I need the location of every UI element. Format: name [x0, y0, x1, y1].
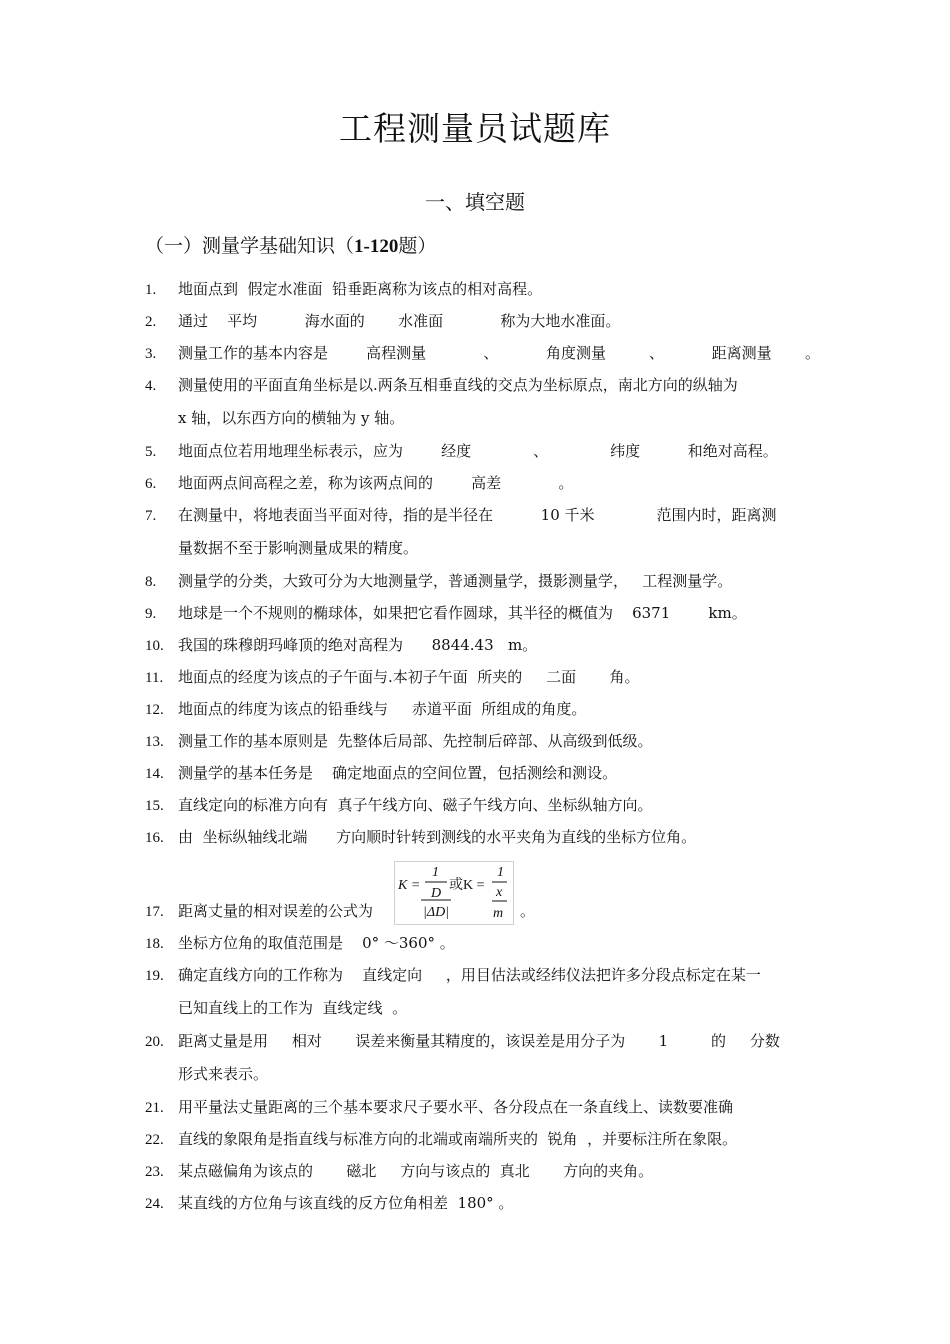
question-number: 6. — [145, 476, 157, 492]
question-number: 10. — [145, 638, 164, 654]
question-number: 20. — [145, 1034, 164, 1050]
question-item — [145, 1025, 815, 1090]
question-text: 某点磁偏角为该点的 磁北 方向与该点的 真北 方向的夹角。 — [178, 1162, 654, 1180]
formula-denominator-1b: |ΔD| — [423, 905, 450, 920]
question-text: 距离丈量是用 相对 误差来衡量其精度的，该误差是用分子为 1 的 分数 — [178, 1032, 780, 1050]
question-item — [145, 725, 815, 758]
question-text: 直线的象限角是指直线与标准方向的北端或南端所夹的 锐角 ，并要标注所在象限。 — [178, 1130, 738, 1148]
formula-denominator-1: D — [431, 886, 442, 901]
question-number: 14. — [145, 766, 164, 782]
formula-k-left: K = — [398, 878, 421, 893]
question-text: 测量工作的基本内容是 高程测量 、 角度测量 、 距离测量 。 — [178, 344, 821, 362]
question-number: 11. — [145, 670, 164, 686]
formula-numerator-2: 1 — [497, 865, 504, 880]
formula-graphic — [395, 862, 513, 924]
question-number: 23. — [145, 1164, 164, 1180]
question-text: 地面点的经度为该点的子午面与.本初子午面 所夹的 二面 角。 — [178, 668, 640, 686]
question-text: 测量学的基本任务是 确定地面点的空间位置，包括测绘和测设。 — [178, 764, 618, 782]
question-number: 22. — [145, 1132, 164, 1148]
document-title: 工程测量员试题库 — [339, 109, 611, 148]
subsection-heading — [145, 231, 436, 258]
question-text: 地球是一个不规则的椭球体，如果把它看作圆球，其半径的概值为 6371 km。 — [178, 604, 747, 622]
question-item — [145, 757, 815, 790]
question-item — [145, 467, 815, 500]
question-item — [145, 927, 815, 960]
question-item — [145, 1187, 815, 1220]
question-item — [145, 1155, 815, 1188]
question-item — [145, 565, 815, 598]
question-text-continued: 形式来表示。 — [178, 1065, 269, 1083]
question-item — [145, 789, 815, 822]
question-number: 21. — [145, 1100, 164, 1116]
subsection-suffix: 题） — [398, 235, 437, 257]
question-item — [145, 273, 815, 306]
question-text: 在测量中，将地表面当平面对待，指的是半径在 10 千米 范围内时，距离测 — [178, 506, 777, 524]
question-item — [145, 597, 815, 630]
question-item — [145, 959, 815, 1024]
question-number: 2. — [145, 314, 157, 330]
question-text: 我国的珠穆朗玛峰顶的绝对高程为 8844.43 m。 — [178, 636, 538, 654]
subsection-range: 1-120 — [354, 236, 399, 257]
question-text: 地面点到 假定水准面 铅垂距离称为该点的相对高程。 — [178, 280, 543, 298]
question-text: 地面点位若用地理坐标表示，应为 经度 、 纬度 和绝对高程。 — [178, 442, 778, 460]
question-item — [145, 821, 815, 854]
question-number: 8. — [145, 574, 157, 590]
formula-or: 或K = — [449, 878, 485, 893]
formula-denominator-2b: m — [493, 906, 504, 921]
relative-error-formula — [394, 861, 514, 925]
question-text: 地面点的纬度为该点的铅垂线与 赤道平面 所组成的角度。 — [178, 700, 587, 718]
question-text: 距离丈量的相对误差的公式为 — [178, 902, 374, 920]
question-number: 17. — [145, 904, 164, 920]
question-text: 测量使用的平面直角坐标是以.两条互相垂直线的交点为坐标原点，南北方向的纵轴为 — [178, 376, 738, 394]
question-number: 13. — [145, 734, 164, 750]
question-item — [145, 369, 815, 434]
question-text: 通过 平均 海水面的 水准面 称为大地水准面。 — [178, 312, 621, 330]
question-number: 5. — [145, 444, 157, 460]
question-text: 坐标方位角的取值范围是 0° ～360° 。 — [178, 934, 455, 952]
question-number: 16. — [145, 830, 164, 846]
question-text-continued: 已知直线上的工作为 直线定线 。 — [178, 999, 408, 1017]
question-text: 直线定向的标准方向有 真子午线方向、磁子午线方向、坐标纵轴方向。 — [178, 796, 653, 814]
question-number: 3. — [145, 346, 157, 362]
question-text: 由 坐标纵轴线北端 方向顺时针转到测线的水平夹角为直线的坐标方位角。 — [178, 828, 697, 846]
question-item — [145, 305, 815, 338]
question-number: 1. — [145, 282, 157, 298]
question-text: 确定直线方向的工作称为 直线定向 ，用目估法或经纬仪法把许多分段点标定在某一 — [178, 966, 761, 984]
formula-numerator-1: 1 — [432, 865, 439, 880]
question-number: 12. — [145, 702, 164, 718]
question-number: 18. — [145, 936, 164, 952]
question-item — [145, 1091, 815, 1124]
question-text-continued: x 轴，以东西方向的横轴为 y 轴。 — [178, 409, 405, 427]
question-item — [145, 661, 815, 694]
subsection-prefix: （一）测量学基础知识（ — [145, 235, 355, 257]
question-text: 地面两点间高程之差，称为该两点间的 高差 。 — [178, 474, 574, 492]
question-number: 4. — [145, 378, 157, 394]
question-item — [145, 693, 815, 726]
question-text-after-formula: 。 — [520, 902, 536, 920]
question-number: 7. — [145, 508, 157, 524]
question-item — [145, 499, 815, 564]
question-item — [145, 629, 815, 662]
question-number: 15. — [145, 798, 164, 814]
question-text-continued: 量数据不至于影响测量成果的精度。 — [178, 539, 419, 557]
section-heading: 一、填空题 — [425, 190, 525, 214]
question-text: 某直线的方位角与该直线的反方位角相差 180° 。 — [178, 1194, 514, 1212]
question-number: 24. — [145, 1196, 164, 1212]
question-item — [145, 435, 815, 468]
question-number: 9. — [145, 606, 157, 622]
question-item — [145, 1123, 815, 1156]
question-text: 测量工作的基本原则是 先整体后局部、先控制后碎部、从高级到低级。 — [178, 732, 653, 750]
question-text: 测量学的分类，大致可分为大地测量学，普通测量学，摄影测量学， 工程测量学。 — [178, 572, 733, 590]
formula-denominator-2a: x — [496, 885, 503, 900]
question-number: 19. — [145, 968, 164, 984]
question-text: 用平量法丈量距离的三个基本要求尺子要水平、各分段点在一条直线上、读数要准确 — [178, 1098, 734, 1116]
question-item — [145, 337, 821, 370]
